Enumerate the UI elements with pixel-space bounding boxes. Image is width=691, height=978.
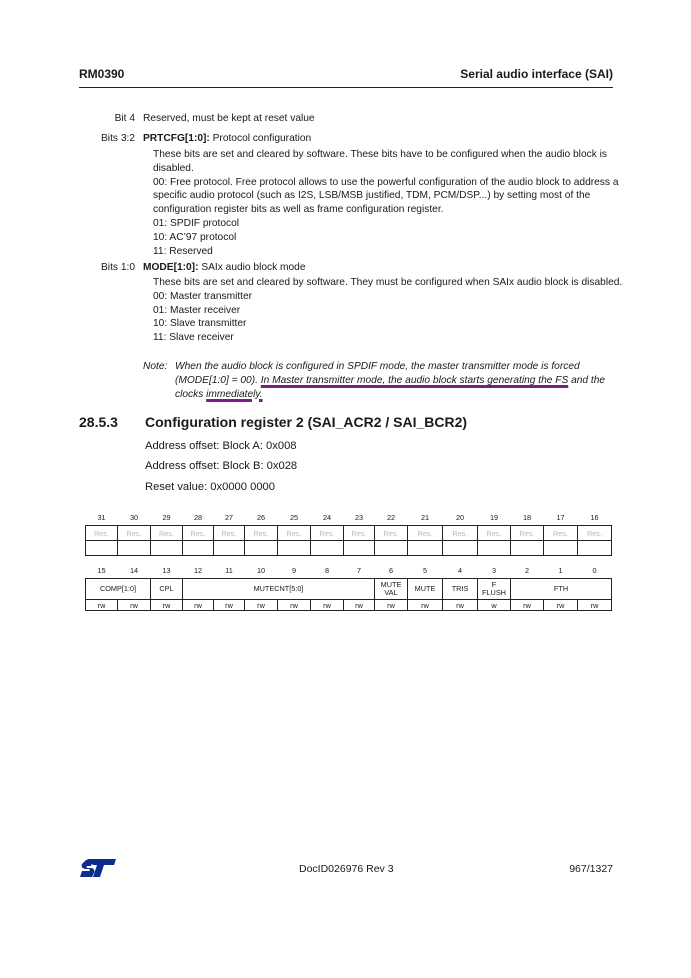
lower-fields-row [86, 579, 612, 600]
upper-bit-numbers [86, 510, 612, 526]
bit-number: 29 [162, 513, 171, 522]
mutecnt-field: MUTECNT[5:0] [183, 579, 375, 600]
reserved-field: Res. [118, 526, 151, 541]
access-cell: rw [311, 600, 344, 611]
reserved-field: Res. [278, 526, 311, 541]
bit-number: 14 [129, 566, 139, 575]
access-cell: rw [511, 600, 544, 611]
access-cell [214, 541, 245, 556]
section-number: 28.5.3 [79, 414, 118, 430]
access-cell [311, 541, 344, 556]
footer-page-number: 967/1327 [569, 863, 613, 875]
upper-access-row [86, 541, 612, 556]
bits10-heading [143, 261, 306, 275]
bit-number: 31 [97, 513, 106, 522]
reserved-field: Res. [544, 526, 578, 541]
reserved-field: Res. [183, 526, 214, 541]
access-cell [118, 541, 151, 556]
fflush-line: F [491, 580, 497, 589]
bit-number: 2 [524, 566, 530, 575]
tris-field: TRIS [443, 579, 478, 600]
bits32-line: 10: AC’97 protocol [153, 231, 237, 243]
access-cell [278, 541, 311, 556]
st-logo [79, 857, 117, 884]
bit-number: 1 [558, 566, 563, 575]
bits32-heading [143, 132, 311, 146]
access-cell [245, 541, 278, 556]
access-cell: rw [118, 600, 151, 611]
bit-number: 3 [491, 566, 497, 575]
bit-number: 13 [162, 566, 171, 575]
upper-fields-row [86, 526, 612, 541]
st-logo-icon [79, 857, 117, 879]
access-cell: rw [278, 600, 311, 611]
access-cell: rw [443, 600, 478, 611]
access-cell: rw [344, 600, 375, 611]
access-cell: rw [578, 600, 612, 611]
bits32-field: PRTCFG[1:0]: [143, 133, 210, 144]
note-text-part: and the clocks [175, 374, 606, 400]
note-text-part: When the audio block is configured in SPDIF mode, the master transmitter mode is forced (MODE[1:0] = 00). [175, 361, 580, 386]
bit-number: 30 [129, 513, 139, 522]
note-text [175, 360, 620, 401]
bits10-line: 11: Slave receiver [153, 332, 234, 344]
reserved-field: Res. [214, 526, 245, 541]
bit-number: 21 [420, 513, 430, 522]
access-cell [578, 541, 612, 556]
header-doc-id: RM0390 [79, 67, 125, 81]
bit-number: 24 [322, 513, 332, 522]
header-divider [79, 87, 613, 88]
mute-field: MUTE [408, 579, 443, 600]
access-cell [183, 541, 214, 556]
bit-number: 22 [386, 513, 396, 522]
bit-number: 9 [291, 566, 297, 575]
bit-number: 15 [97, 566, 106, 575]
bits10-label: Bits 1:0 [101, 262, 135, 273]
note-highlight: In Master transmitter mode, the audio block starts generating the FS [260, 374, 569, 386]
lower-access-row [86, 600, 612, 611]
bit-number: 23 [354, 513, 364, 522]
reserved-field: Res. [86, 526, 118, 541]
bit-number: 4 [457, 566, 463, 575]
reserved-field: Res. [245, 526, 278, 541]
access-cell: rw [86, 600, 118, 611]
access-cell [408, 541, 443, 556]
access-cell [375, 541, 408, 556]
bit-number: 25 [289, 513, 299, 522]
bit-number: 10 [256, 566, 266, 575]
bits10-title: SAIx audio block mode [201, 262, 306, 273]
note-highlight: immediately. [206, 388, 263, 400]
register-lower-table [85, 563, 612, 611]
reserved-field: Res. [151, 526, 183, 541]
bit-number: 11 [225, 566, 233, 575]
reserved-field: Res. [375, 526, 408, 541]
bit4-label: Bit 4 [114, 113, 135, 124]
bits32-line: 11: Reserved [153, 245, 213, 257]
bit-number: 0 [592, 566, 597, 575]
note-label: Note: [143, 361, 168, 372]
bit-number: 26 [256, 513, 266, 522]
reserved-field: Res. [578, 526, 612, 541]
bits32-description [153, 148, 623, 258]
bit-number: 5 [422, 566, 428, 575]
bit-number: 28 [193, 513, 203, 522]
access-cell: rw [408, 600, 443, 611]
reset-value: Reset value: 0x0000 0000 [145, 481, 275, 493]
bits32-line: These bits are set and cleared by software. These bits have to be configured when the audio block is disabled. [153, 149, 607, 174]
bit-number: 8 [324, 566, 330, 575]
register-upper-table [85, 510, 612, 556]
bit-number: 6 [388, 566, 394, 575]
bits10-line: 10: Slave transmitter [153, 318, 247, 330]
bits32-line: 01: SPDIF protocol [153, 217, 240, 229]
fth-field: FTH [511, 579, 612, 600]
muteval-line: MUTE [380, 580, 402, 589]
bit-number: 12 [193, 566, 203, 575]
muteval-line: VAL [384, 588, 398, 597]
bit-number: 19 [489, 513, 499, 522]
bits10-line: These bits are set and cleared by software. They must be configured when SAIx audio block is disabled. [153, 277, 623, 288]
reserved-field: Res. [408, 526, 443, 541]
bits10-line: 00: Master transmitter [153, 290, 253, 302]
access-cell: w [478, 600, 511, 611]
reserved-field: Res. [478, 526, 511, 541]
muteval-field [375, 579, 408, 600]
access-cell: rw [245, 600, 278, 611]
fflush-line: FLUSH [482, 588, 506, 597]
bits32-title: Protocol configuration [212, 133, 312, 144]
access-cell: rw [375, 600, 408, 611]
bits10-line: 01: Master receiver [153, 304, 241, 316]
access-cell [478, 541, 511, 556]
bit4-text: Reserved, must be kept at reset value [143, 113, 315, 124]
access-cell [511, 541, 544, 556]
section-title: Configuration register 2 (SAI_ACR2 / SAI_BCR2) [145, 414, 468, 430]
reserved-field: Res. [344, 526, 375, 541]
bits32-line: 00: Free protocol. Free protocol allows to use the powerful configuration of the audio block to address a specific audio protocol (such as I2S, LSB/MSB justified, TDM, PCM/DSP...) by setting most of the configuration register bits as well as frame configuration register. [153, 176, 619, 216]
address-offset-a: Address offset: Block A: 0x008 [145, 440, 297, 452]
header-section-title: Serial audio interface (SAI) [460, 67, 613, 81]
fflush-field [478, 579, 511, 600]
lower-bit-numbers [86, 563, 612, 579]
address-offset-b: Address offset: Block B: 0x028 [145, 460, 298, 472]
bit-number: 7 [356, 566, 362, 575]
bits10-field: MODE[1:0]: [143, 262, 199, 273]
bits32-label: Bits 3:2 [101, 133, 135, 144]
reserved-field: Res. [511, 526, 544, 541]
access-cell [544, 541, 578, 556]
bit-number: 18 [522, 513, 532, 522]
cpl-field: CPL [151, 579, 183, 600]
access-cell: rw [544, 600, 578, 611]
bit-number: 20 [455, 513, 465, 522]
comp-field: COMP[1:0] [86, 579, 151, 600]
reserved-field: Res. [443, 526, 478, 541]
access-cell: rw [214, 600, 245, 611]
footer-doc-id: DocID026976 Rev 3 [299, 863, 394, 875]
bit-number: 16 [590, 513, 599, 522]
access-cell: rw [151, 600, 183, 611]
access-cell [86, 541, 118, 556]
bits10-description [153, 276, 623, 345]
access-cell: rw [183, 600, 214, 611]
reserved-field: Res. [311, 526, 344, 541]
bit-number: 27 [224, 513, 234, 522]
access-cell [443, 541, 478, 556]
access-cell [344, 541, 375, 556]
bit-number: 17 [556, 513, 565, 522]
access-cell [151, 541, 183, 556]
